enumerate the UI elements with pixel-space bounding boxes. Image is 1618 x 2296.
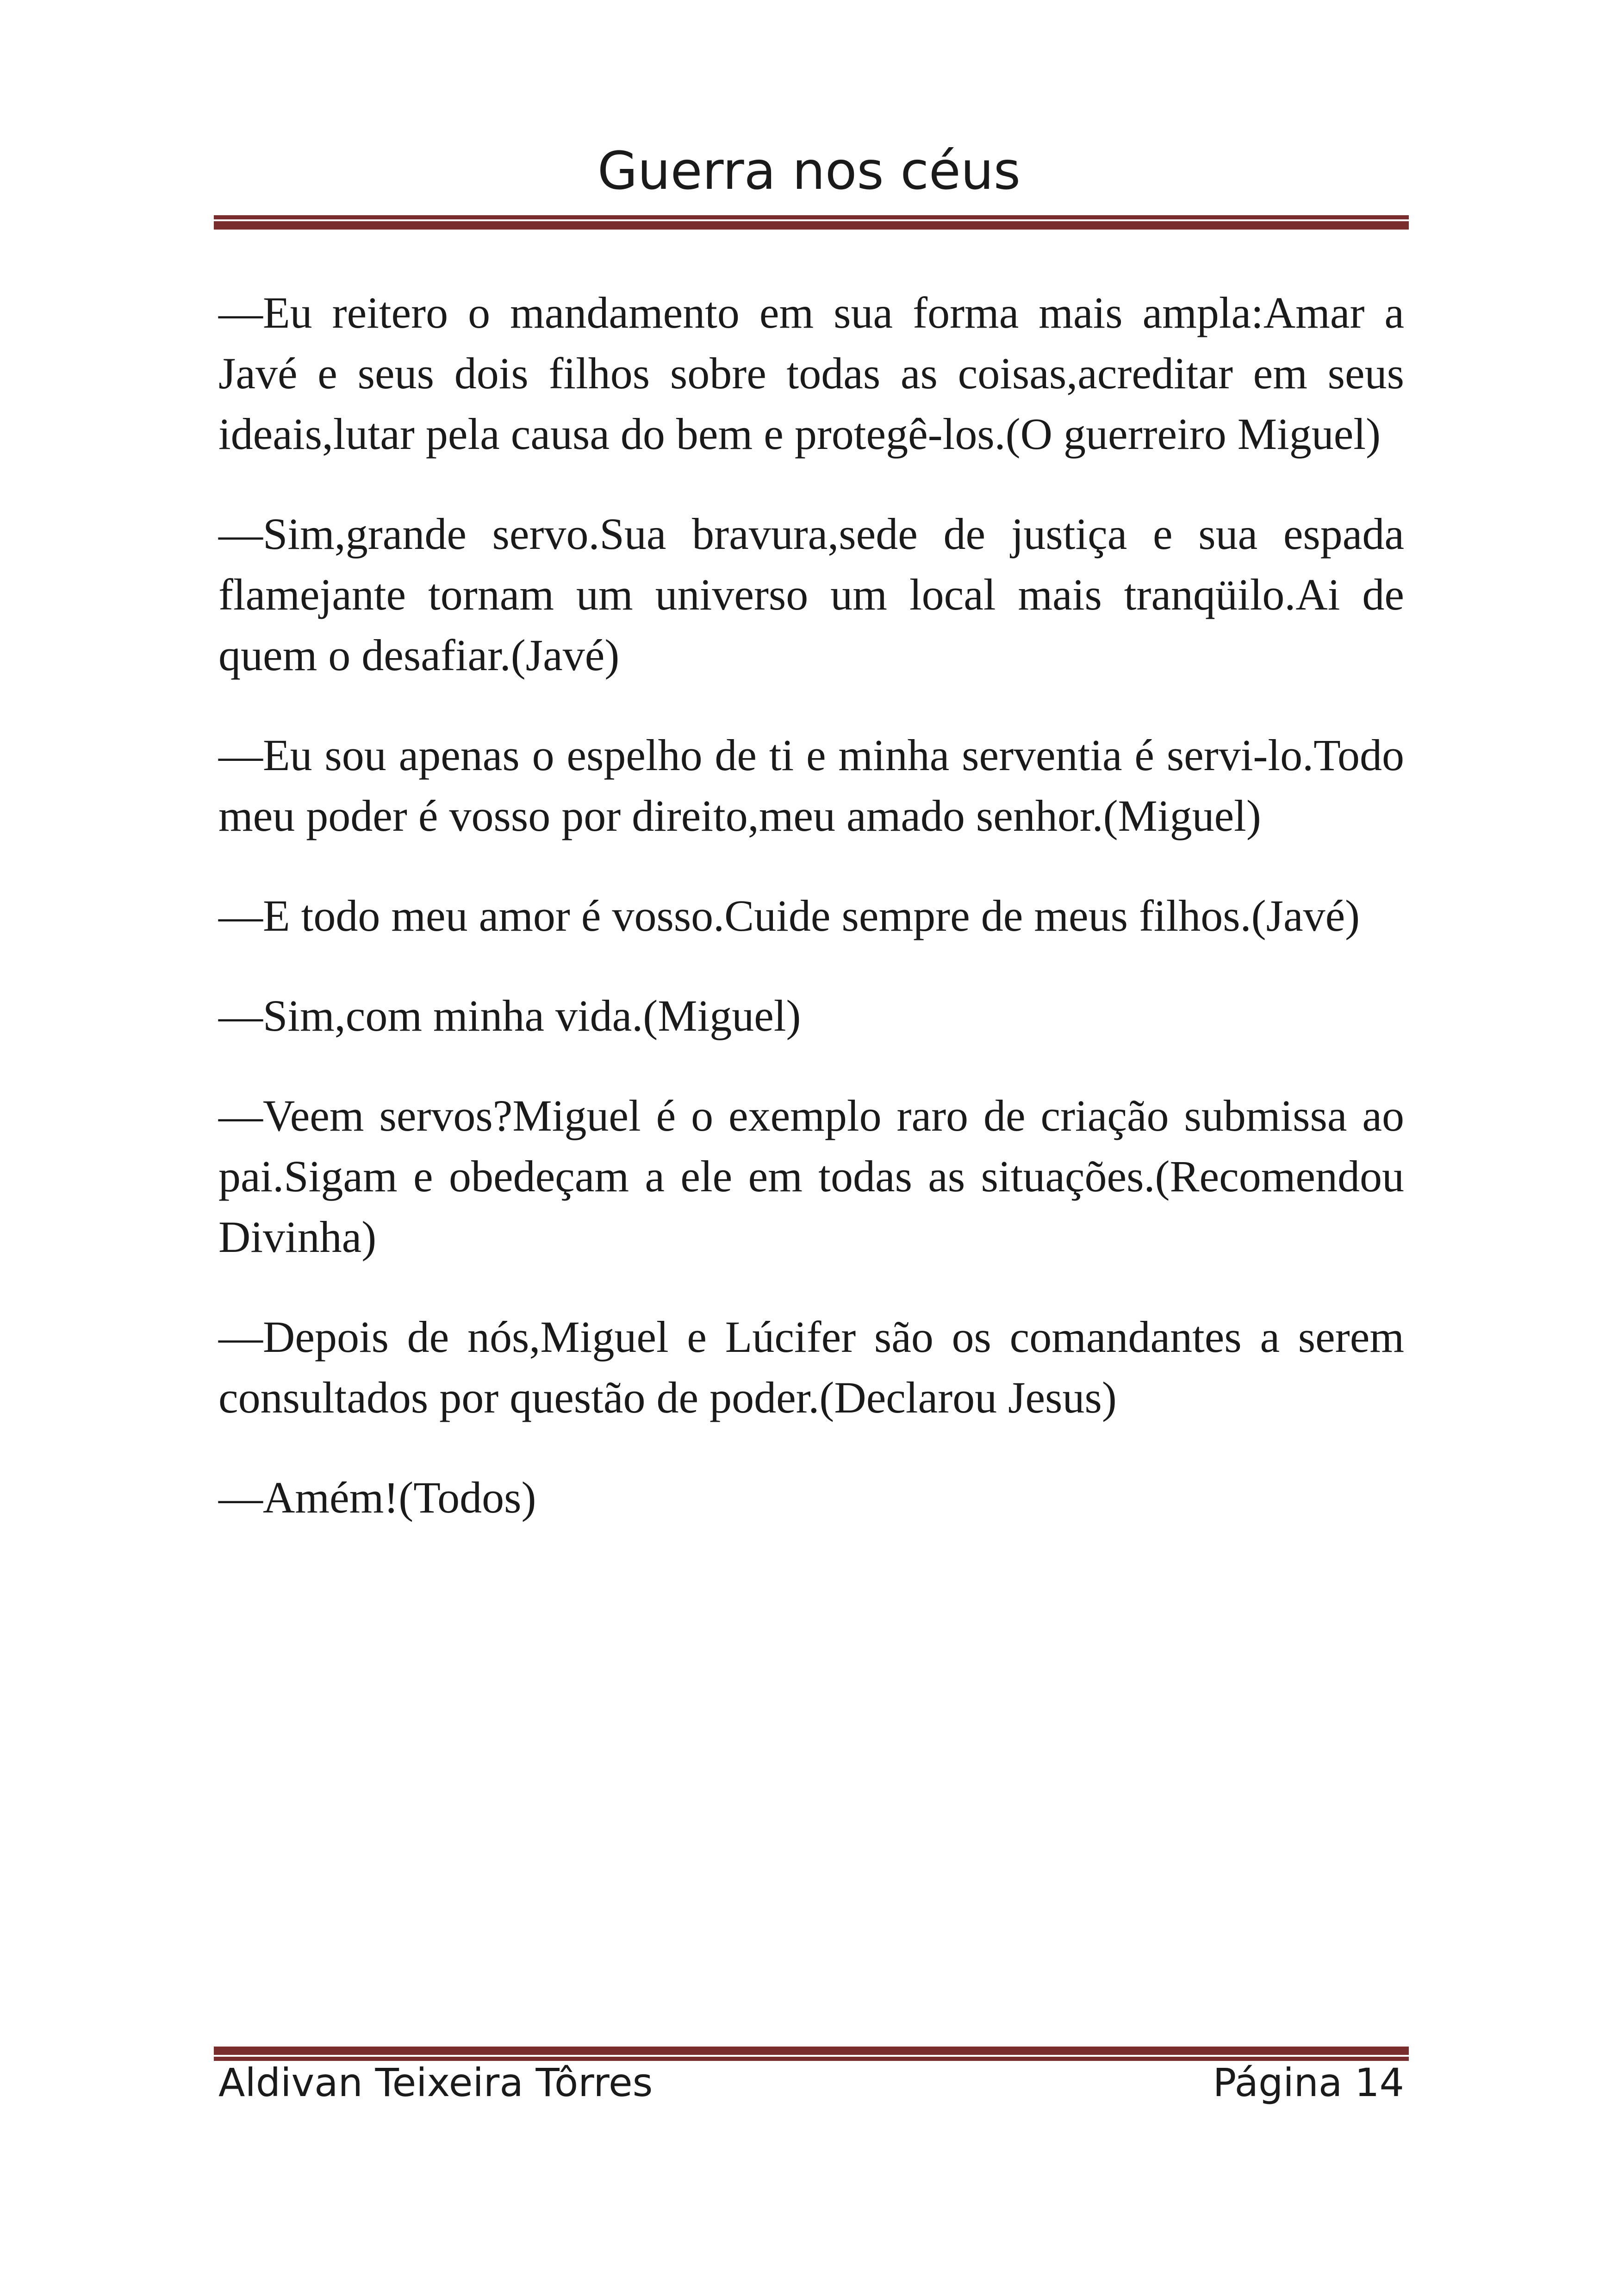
paragraph: —Sim,grande servo.Sua bravura,sede de justiça e sua espada flamejante tornam um universo um local mais tranqüilo.Ai de quem o desafiar.(Javé) [218, 509, 1404, 680]
footer-rule-thick [214, 2047, 1409, 2055]
paragraph: —Veem servos?Miguel é o exemplo raro de criação submissa ao pai.Sigam e obedeçam a ele em todas as situações.(Recomendou Divinha) [218, 1091, 1404, 1262]
header-rule-thick [214, 221, 1409, 230]
paragraph: —Eu reitero o mandamento em sua forma mais ampla:Amar a Javé e seus dois filhos sobre todas as coisas,acreditar em seus ideais,lutar pela causa do bem e protegê-los.(O guerreiro Miguel) [218, 288, 1404, 459]
body-text [218, 282, 1404, 1567]
paragraph: —Depois de nós,Miguel e Lúcifer são os comandantes a serem consultados por questão de poder.(Declarou Jesus) [218, 1312, 1404, 1422]
footer-author: Aldivan Teixeira Tôrres [218, 2060, 653, 2105]
footer-page-number: Página 14 [1213, 2060, 1404, 2105]
paragraph: —Sim,com minha vida.(Miguel) [218, 991, 801, 1040]
paragraph: —Eu sou apenas o espelho de ti e minha serventia é servi-lo.Todo meu poder é vosso por direito,meu amado senhor.(Miguel) [218, 730, 1404, 840]
header-rule-thin [214, 215, 1409, 219]
paragraph: —Amém!(Todos) [218, 1473, 536, 1522]
paragraph: —E todo meu amor é vosso.Cuide sempre de meus filhos.(Javé) [218, 891, 1360, 940]
page-header-title: Guerra nos céus [597, 141, 1021, 201]
